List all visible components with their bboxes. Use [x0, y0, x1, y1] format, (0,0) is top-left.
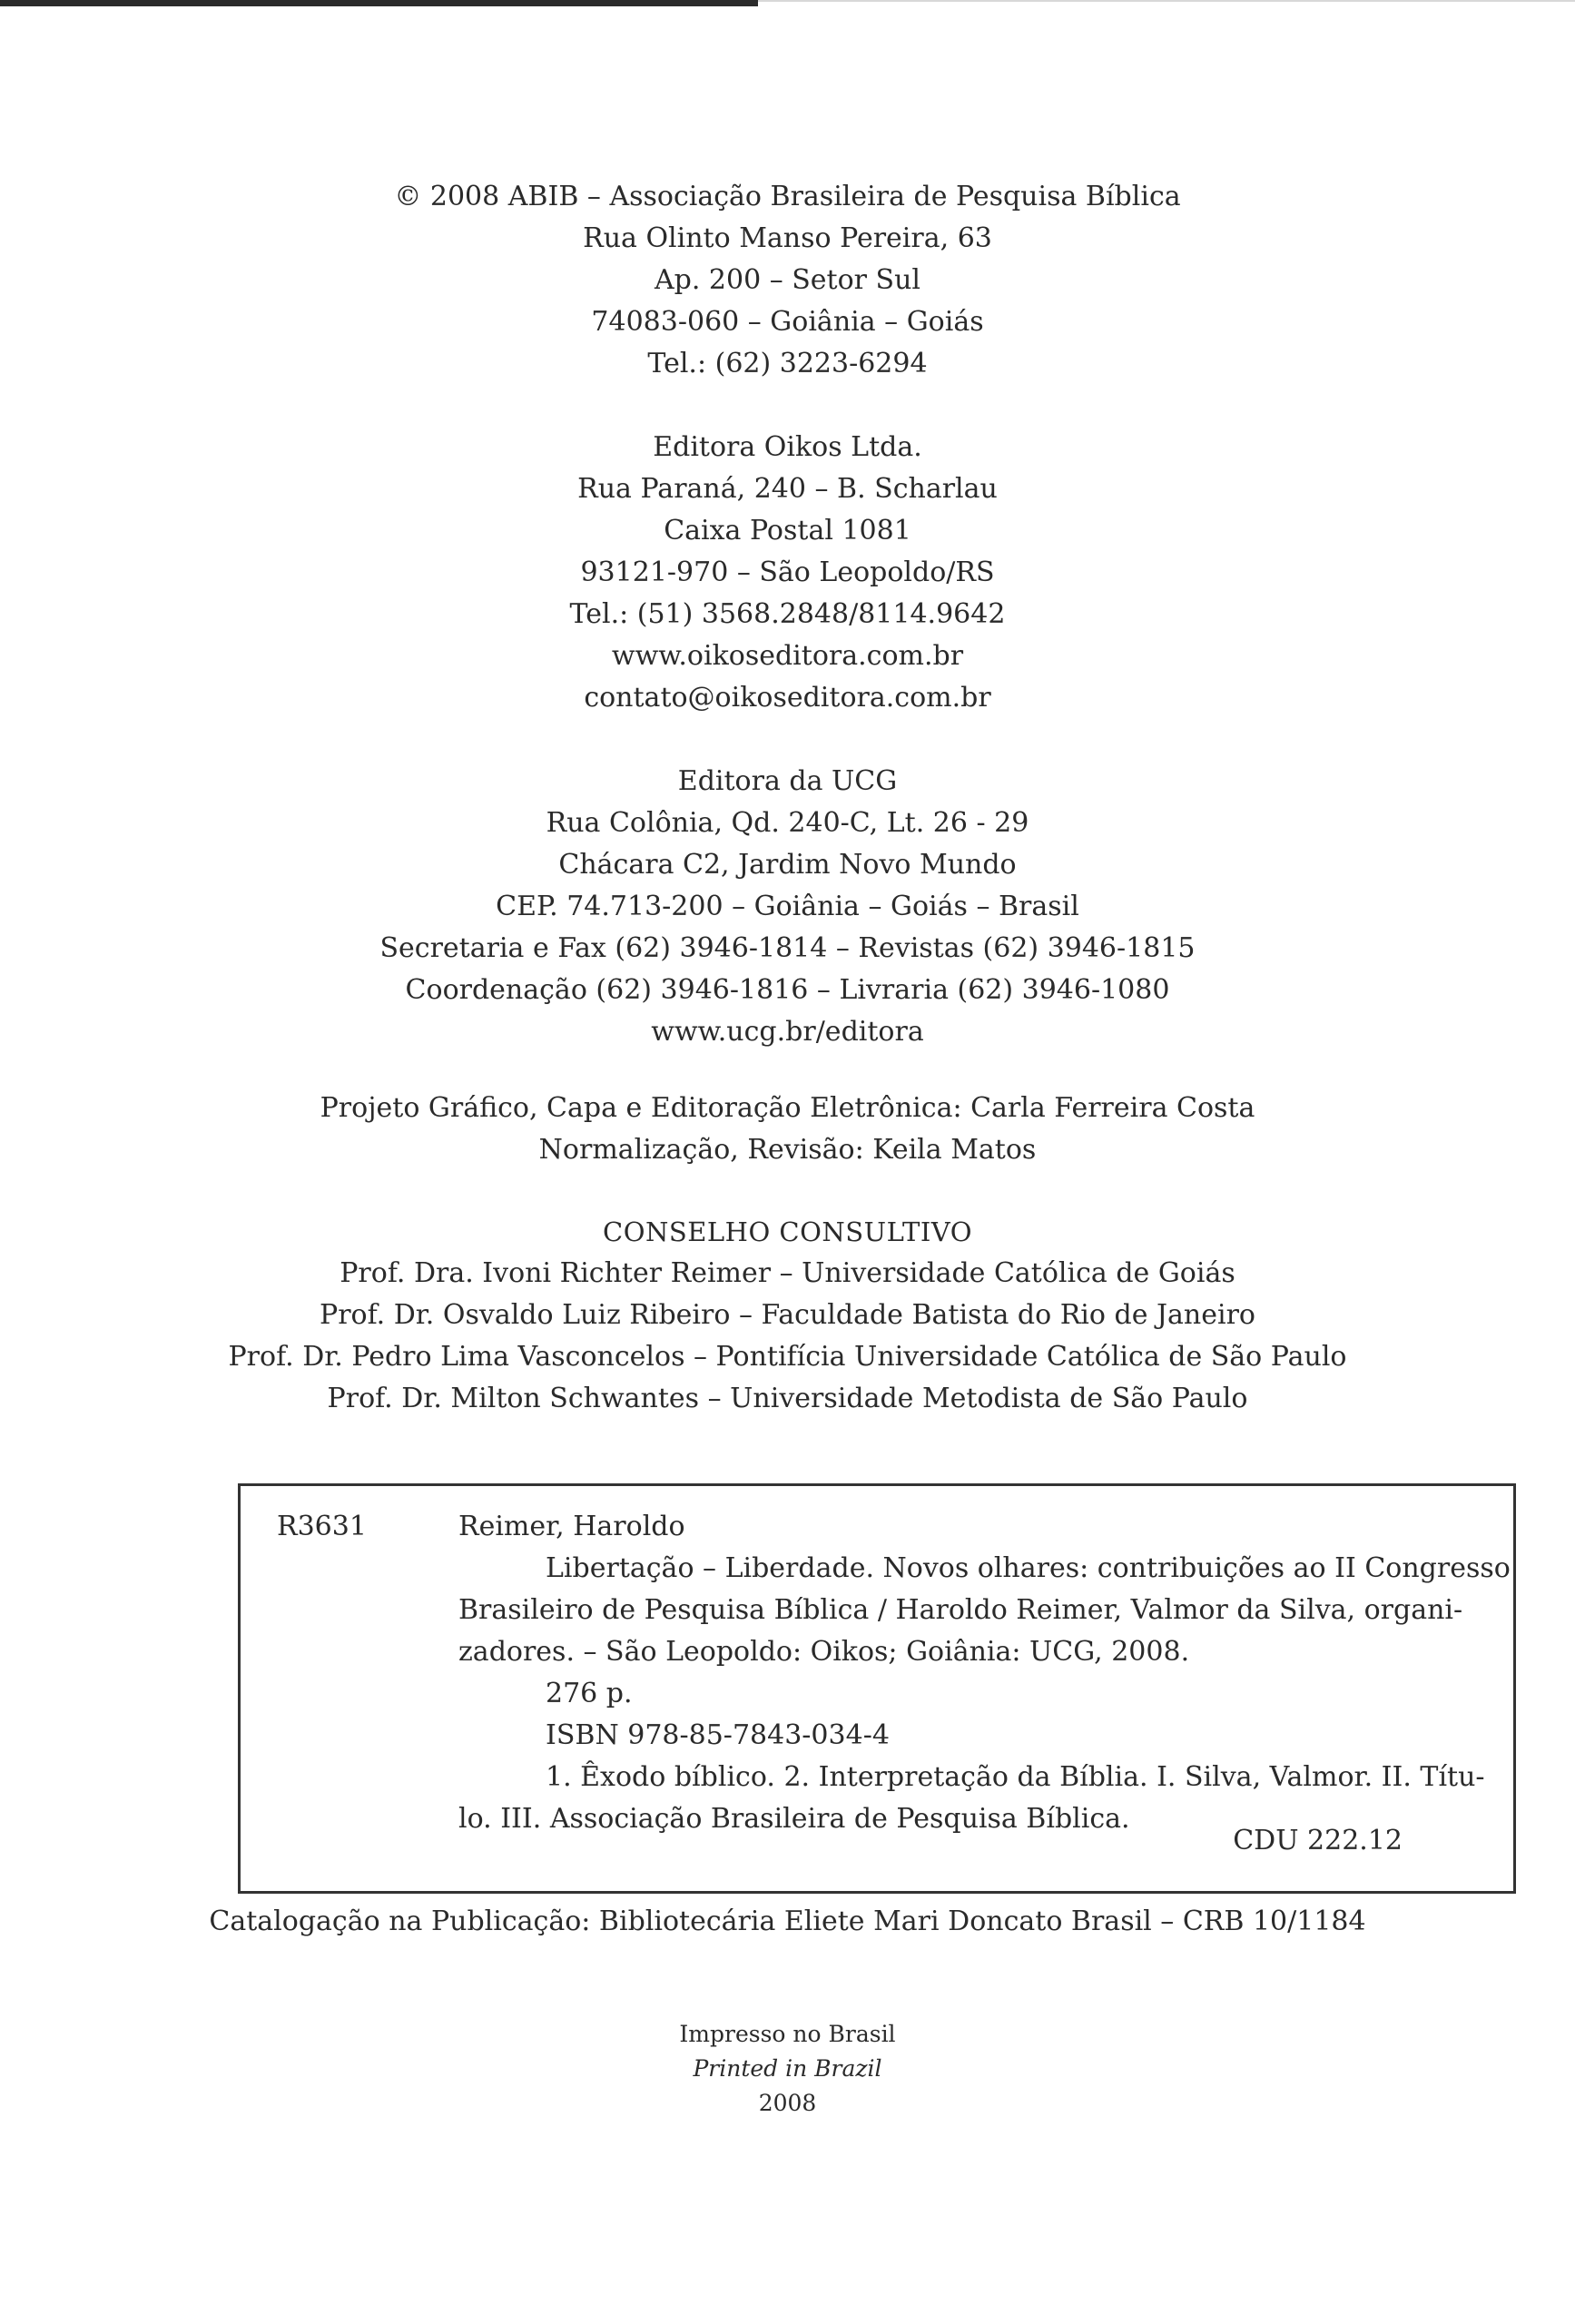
- ucg-publisher-block: [0, 761, 1575, 1053]
- oikos-line: Tel.: (51) 3568.2848/8114.9642: [569, 598, 1006, 630]
- catalog-title-line: Brasileiro de Pesquisa Bíblica / Haroldo Reimer, Valmor da Silva, organi-: [458, 1594, 1463, 1626]
- oikos-website[interactable]: www.oikoseditora.com.br: [611, 640, 964, 672]
- oikos-publisher-block: [0, 427, 1575, 719]
- catalog-librarian-credit: Catalogação na Publicação: Bibliotecária Eliete Mari Doncato Brasil – CRB 10/1184: [209, 1905, 1366, 1937]
- oikos-line: Rua Paraná, 240 – B. Scharlau: [577, 473, 998, 505]
- imprint-printed-pt: Impresso no Brasil: [679, 2021, 896, 2047]
- oikos-email[interactable]: contato@oikoseditora.com.br: [584, 682, 991, 714]
- ucg-website[interactable]: www.ucg.br/editora: [651, 1016, 924, 1048]
- oikos-line: Caixa Postal 1081: [664, 515, 911, 547]
- credit-line: Projeto Gráfico, Capa e Editoração Eletrônica: Carla Ferreira Costa: [320, 1092, 1255, 1124]
- abib-line: 74083-060 – Goiânia – Goiás: [591, 306, 984, 338]
- catalog-record-body: [458, 1506, 1511, 1840]
- council-member: Prof. Dr. Pedro Lima Vasconcelos – Pontifícia Universidade Católica de São Paulo: [228, 1341, 1347, 1373]
- catalog-author: Reimer, Haroldo: [458, 1511, 685, 1542]
- abib-copyright-block: [0, 176, 1575, 385]
- page-top-edge-light: [758, 0, 1575, 2]
- ucg-line: Editora da UCG: [677, 765, 898, 797]
- council-member: Prof. Dr. Osvaldo Luiz Ribeiro – Faculdade Batista do Rio de Janeiro: [320, 1299, 1255, 1331]
- oikos-line: Editora Oikos Ltda.: [653, 431, 922, 463]
- catalog-subject-line: lo. III. Associação Brasileira de Pesquisa Bíblica.: [458, 1803, 1130, 1835]
- abib-line: Rua Olinto Manso Pereira, 63: [583, 222, 992, 254]
- catalog-record-box: [238, 1483, 1516, 1894]
- catalog-subject-line: 1. Êxodo bíblico. 2. Interpretação da Bíblia. I. Silva, Valmor. II. Títu-: [546, 1761, 1485, 1793]
- imprint-year: 2008: [758, 2090, 817, 2116]
- abib-line: © 2008 ABIB – Associação Brasileira de Pesquisa Bíblica: [394, 181, 1181, 212]
- imprint-printed-en: Printed in Brazil: [693, 2055, 882, 2082]
- credit-line: Normalização, Revisão: Keila Matos: [538, 1134, 1037, 1166]
- catalog-pages: 276 p.: [546, 1678, 633, 1709]
- catalog-isbn: ISBN 978-85-7843-034-4: [546, 1719, 890, 1751]
- imprint-block: [0, 2017, 1575, 2121]
- catalog-title-line: zadores. – São Leopoldo: Oikos; Goiânia: UCG, 2008.: [458, 1636, 1190, 1668]
- council-member: Prof. Dra. Ivoni Richter Reimer – Universidade Católica de Goiás: [340, 1257, 1235, 1289]
- page-top-edge-dark: [0, 0, 758, 6]
- ucg-line: Secretaria e Fax (62) 3946-1814 – Revistas (62) 3946-1815: [379, 932, 1196, 964]
- ucg-line: CEP. 74.713-200 – Goiânia – Goiás – Brasil: [496, 891, 1079, 922]
- oikos-line: 93121-970 – São Leopoldo/RS: [580, 556, 995, 588]
- abib-line: Tel.: (62) 3223-6294: [647, 348, 928, 379]
- ucg-line: Rua Colônia, Qd. 240-C, Lt. 26 - 29: [546, 807, 1029, 839]
- council-title: CONSELHO CONSULTIVO: [603, 1216, 972, 1247]
- production-credits: [0, 1088, 1575, 1171]
- catalog-cdu: CDU 222.12: [1233, 1825, 1403, 1856]
- catalog-title-line: Libertação – Liberdade. Novos olhares: contribuições ao II Congresso: [546, 1552, 1511, 1584]
- abib-line: Ap. 200 – Setor Sul: [654, 264, 921, 296]
- advisory-council: [0, 1211, 1575, 1420]
- ucg-line: Chácara C2, Jardim Novo Mundo: [558, 849, 1017, 881]
- ucg-line: Coordenação (62) 3946-1816 – Livraria (62) 3946-1080: [405, 974, 1170, 1006]
- catalog-call-number: R3631: [277, 1511, 367, 1542]
- council-member: Prof. Dr. Milton Schwantes – Universidade Metodista de São Paulo: [327, 1383, 1248, 1414]
